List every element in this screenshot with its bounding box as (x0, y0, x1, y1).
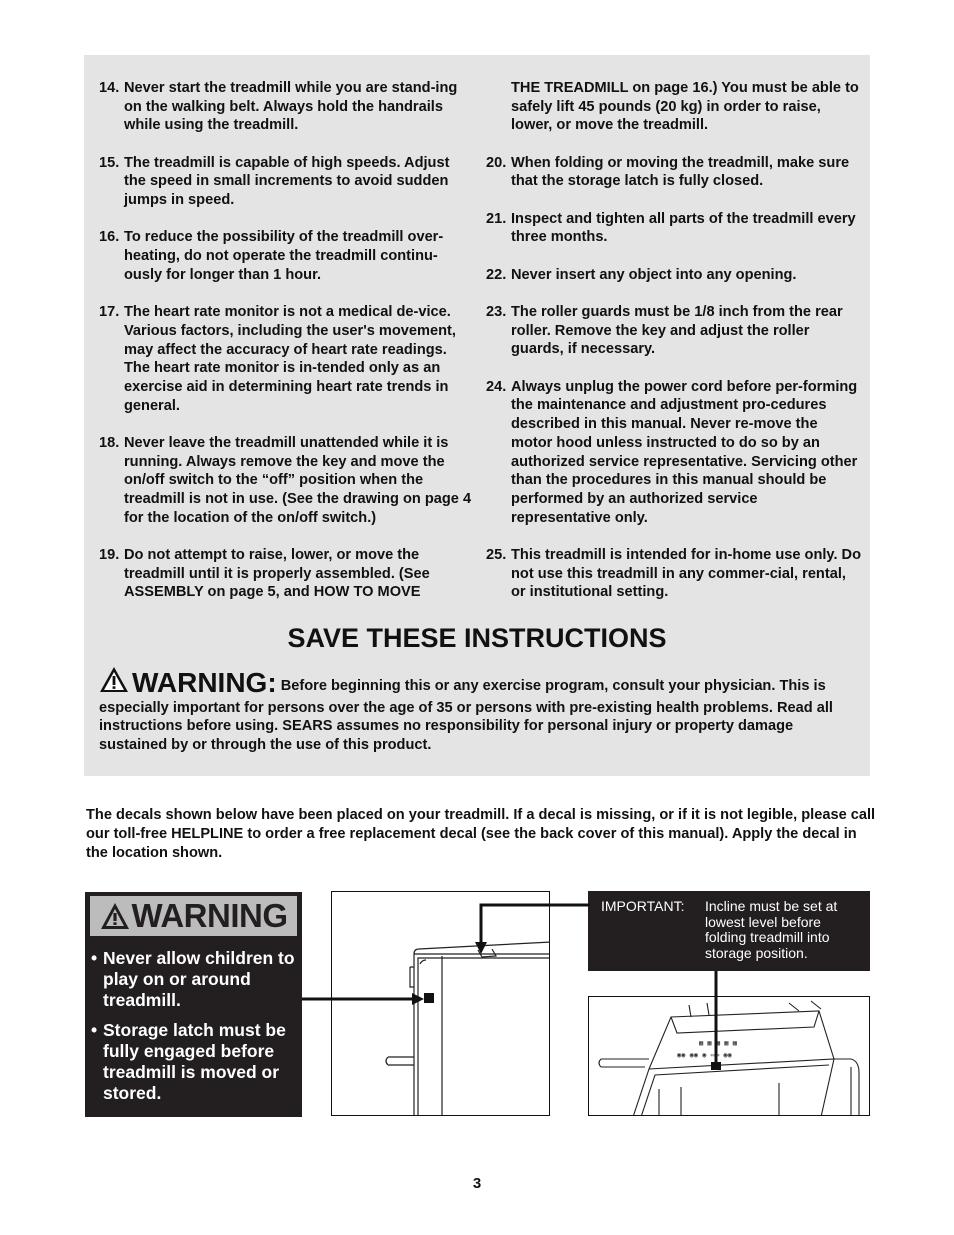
list-item: 23. The roller guards must be 1/8 inch from the rear roller. Remove the key and adjust the roller guards, if necessary. (486, 304, 843, 358)
list-item: 21. Inspect and tighten all parts of the treadmill every three months. (486, 210, 856, 246)
warning-triangle-icon (99, 666, 129, 699)
list-item: 14. Never start the treadmill while you are stand-ing on the walking belt. Always hold the handrails while using the treadmill. (99, 80, 458, 134)
warning-decal-header (90, 896, 297, 936)
list-item-continuation: THE TREADMILL on page 16.) You must be able to safely lift 45 pounds (20 kg) in order to raise, lower, or move the treadmill. (511, 80, 859, 134)
right-column (486, 79, 861, 621)
important-text: Incline must be set at lowest level before folding treadmill into storage position. (705, 898, 838, 961)
list-item: 25. This treadmill is intended for in-home use only. Do not use this treadmill in any commer-cial, rental, or institutional setting. (486, 546, 862, 601)
warning-block (99, 666, 859, 755)
list-item: 20. When folding or moving the treadmill, make sure that the storage latch is fully closed. (486, 154, 850, 190)
warning-decal-list (91, 948, 296, 1113)
warning-triangle-icon (100, 902, 130, 930)
warning-decal-title: WARNING (131, 897, 288, 934)
decal-intro-text: The decals shown below have been placed on your treadmill. If a decal is missing, or if it is not legible, please call our toll-free HELPLINE to order a free replacement decal (see the back cover of this manual). Apply the decal in the location shown. (86, 807, 876, 861)
list-item: 19. Do not attempt to raise, lower, or move the treadmill until it is properly assembled. (See ASSEMBLY on page 5, and HOW TO MOVE (99, 547, 430, 601)
list-item: 18. Never leave the treadmill unattended while it is running. Always remove the key and move the on/off switch to the “off” position when the treadmill is not in use. (See the drawing on page 4 for the location of the on/off switch.) (99, 434, 472, 526)
important-label: IMPORTANT: (601, 898, 685, 914)
left-column (99, 79, 474, 621)
list-item: 24. Always unplug the power cord before per-forming the maintenance and adjustment pro-cedures described in this manual. Never re-move the motor hood unless instructed to do so by an authorized service representative. Servicing other than the procedures in this manual should be performed by an authorized service representative only. (486, 378, 858, 526)
treadmill-upright-drawing (331, 891, 550, 1116)
console-readout: ◉◉ ◉◉ ◉ ▭▭ ◉◉ (677, 1051, 732, 1059)
list-item: 15. The treadmill is capable of high speeds. Adjust the speed in small increments to avoid sudden jumps in speed. (99, 154, 450, 209)
list-item: • Storage latch must be fully engaged before treadmill is moved or stored. (91, 1020, 286, 1103)
page-number: 3 (472, 1175, 482, 1192)
console-readout: ▦ ▦ ▦ ▦ ▦ (699, 1039, 737, 1047)
list-item: 17. The heart rate monitor is not a medical de-vice. Various factors, including the user's movement, may affect the accuracy of heart rate readings. The heart rate monitor is in-tended only as an exercise aid in determining heart rate trends in general. (99, 304, 456, 414)
list-item: 22. Never insert any object into any opening. (486, 266, 797, 283)
warning-label: WARNING: (132, 667, 277, 698)
list-item: 16. To reduce the possibility of the treadmill over-heating, do not operate the treadmill continu-ously for longer than 1 hour. (99, 229, 444, 283)
save-instructions-heading: SAVE THESE INSTRUCTIONS (287, 623, 667, 653)
warning-decal (85, 892, 302, 1117)
list-item: • Never allow children to play on or around treadmill. (91, 948, 295, 1010)
treadmill-console-drawing (588, 996, 870, 1116)
important-decal (588, 891, 870, 971)
warning-text: Before beginning this or any exercise program, consult your physician. This is especially important for persons over the age of 35 or persons with pre-existing health problems. Read all instructions before using. SEARS assumes no responsibility for personal injury or property damage sustained by or through the use of this product. (99, 678, 833, 754)
